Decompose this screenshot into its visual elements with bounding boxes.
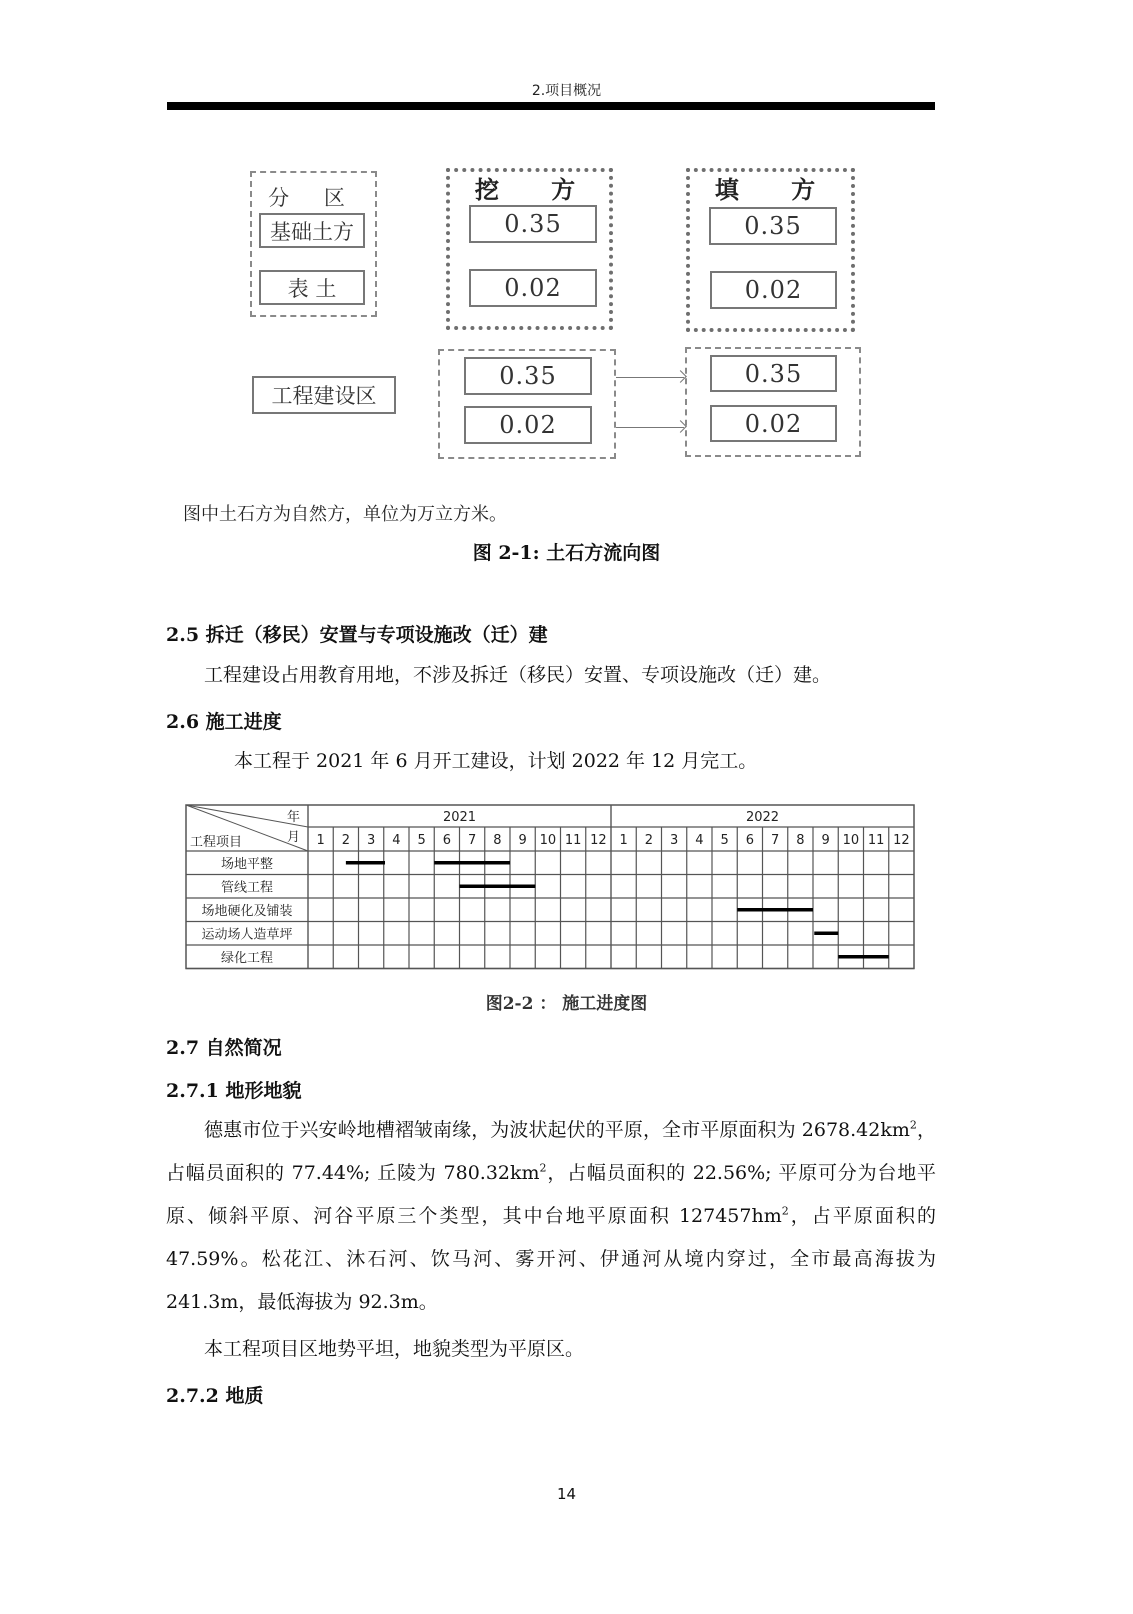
terrain-text-part: ，占幅员面积的 22.56%; 平原可分为台地平原、倾斜平原、河谷平原三个类型，其中台地平原面积 127457hm — [166, 1162, 936, 1227]
zone-foundation-earthwork: 基础土方 — [259, 213, 365, 248]
corner-year-label: 年 — [286, 810, 300, 825]
month-label: 7 — [467, 833, 477, 848]
construction-fill-topsoil: 0.02 — [710, 405, 837, 442]
task-label: 管线工程 — [220, 880, 274, 896]
year-label: 2021 — [442, 810, 477, 825]
month-label: 5 — [720, 833, 729, 848]
month-label: 10 — [539, 833, 557, 848]
terrain-text-part: ，占平原面积的 47.59%。松花江、沐石河、饮马河、雾开河、伊通河从境内穿过，全市最高海拔为 241.3m，最低海拔为 92.3m。 — [166, 1205, 936, 1313]
superscript: 2 — [909, 1118, 917, 1132]
fill-foundation-value: 0.35 — [709, 207, 837, 245]
construction-fill-foundation: 0.35 — [710, 355, 837, 392]
month-label: 5 — [417, 833, 426, 848]
construction-schedule-gantt — [183, 803, 918, 975]
terrain-text-part: ，占幅员面积的 77.44%; 丘陵为 780.32km — [166, 1119, 936, 1184]
year-label: 2022 — [745, 810, 780, 825]
zones-title: 分 区 — [268, 186, 359, 210]
month-label: 9 — [821, 833, 830, 848]
month-label: 12 — [893, 833, 910, 848]
section-2-6-body: 本工程于 2021 年 6 月开工建设，计划 2022 年 12 月完工。 — [234, 750, 758, 772]
month-label: 4 — [695, 833, 704, 848]
excavation-title: 挖 方 — [474, 175, 598, 204]
excavation-topsoil-value: 0.02 — [469, 269, 597, 307]
month-label: 2 — [341, 833, 351, 848]
section-2-5-heading: 2.5 拆迁（移民）安置与专项设施改（迁）建 — [166, 624, 548, 646]
month-label: 11 — [564, 833, 582, 848]
month-label: 3 — [366, 833, 376, 848]
page-number: 14 — [556, 1485, 577, 1503]
month-label: 7 — [770, 833, 780, 848]
section-2-7-1-heading: 2.7.1 地形地貌 — [166, 1080, 302, 1102]
section-2-6-heading: 2.6 施工进度 — [166, 711, 282, 733]
task-label: 场地平整 — [220, 857, 274, 872]
section-2-5-body: 工程建设占用教育用地，不涉及拆迁（移民）安置、专项设施改（迁）建。 — [204, 664, 832, 686]
superscript: 2 — [781, 1204, 789, 1218]
terrain-text-part: 德惠市位于兴安岭地槽褶皱南缘，为波状起伏的平原，全市平原面积为 2678.42km — [204, 1119, 910, 1141]
figure-2-2-caption: 图2-2 ： 施工进度图 — [485, 994, 648, 1014]
construction-excavation-topsoil: 0.02 — [464, 406, 592, 444]
month-label: 8 — [493, 833, 502, 848]
fill-title: 填 方 — [714, 175, 838, 204]
construction-excavation-foundation: 0.35 — [464, 357, 592, 395]
month-label: 12 — [590, 833, 607, 848]
task-label: 运动场人造草坪 — [201, 927, 293, 943]
figure-2-1-caption: 图 2-1: 土石方流向图 — [472, 542, 661, 564]
figure-note: 图中土石方为自然方，单位为万立方米。 — [183, 504, 507, 525]
fill-topsoil-value: 0.02 — [710, 271, 837, 309]
task-label: 绿化工程 — [220, 951, 274, 966]
task-label: 场地硬化及铺装 — [201, 904, 293, 919]
corner-item-label: 工程项目 — [190, 835, 243, 850]
excavation-foundation-value: 0.35 — [469, 205, 597, 243]
month-label: 1 — [619, 833, 628, 848]
construction-zone-label: 工程建设区 — [252, 376, 396, 414]
month-label: 4 — [392, 833, 401, 848]
month-label: 6 — [745, 833, 755, 848]
month-label: 2 — [644, 833, 654, 848]
month-label: 3 — [669, 833, 679, 848]
header-rule — [167, 102, 935, 110]
corner-month-label: 月 — [286, 830, 300, 845]
month-label: 6 — [442, 833, 452, 848]
flow-arrow-foundation — [616, 377, 684, 378]
superscript: 2 — [539, 1161, 547, 1175]
terrain-paragraph — [166, 1109, 936, 1324]
flow-arrow-topsoil — [616, 427, 684, 428]
zone-topsoil: 表 土 — [259, 270, 365, 305]
month-label: 11 — [867, 833, 885, 848]
landform-paragraph: 本工程项目区地势平坦，地貌类型为平原区。 — [204, 1338, 585, 1360]
section-2-7-2-heading: 2.7.2 地质 — [166, 1385, 264, 1407]
month-label: 9 — [518, 833, 527, 848]
month-label: 8 — [796, 833, 805, 848]
month-label: 1 — [316, 833, 325, 848]
section-2-7-heading: 2.7 自然简况 — [166, 1037, 282, 1059]
month-label: 10 — [842, 833, 860, 848]
running-header: 2.项目概况 — [531, 83, 602, 99]
